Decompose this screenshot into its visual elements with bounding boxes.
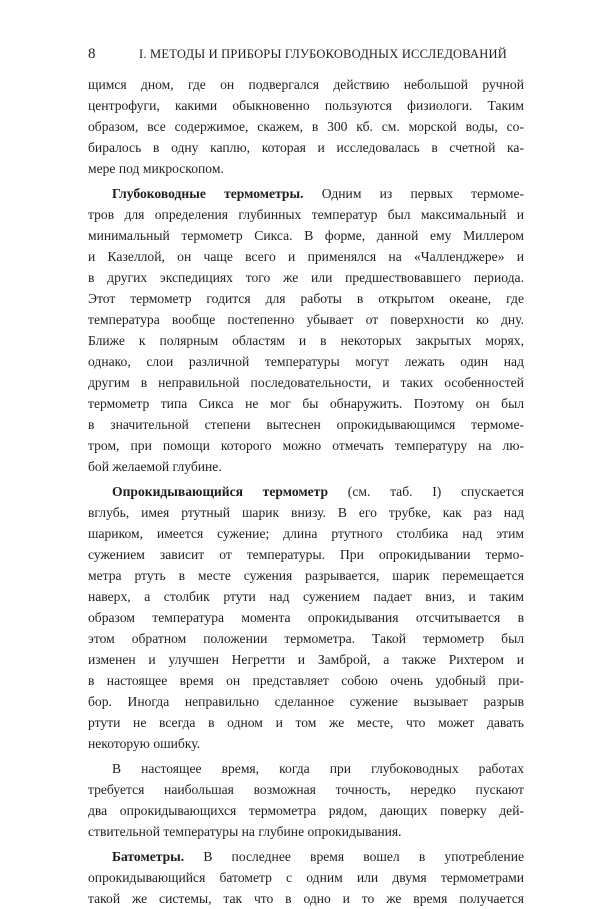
running-title: I. МЕТОДЫ И ПРИБОРЫ ГЛУБОКОВОДНЫХ ИССЛЕДОВАНИЙ xyxy=(139,47,507,61)
text-line: образом температура момента опрокидывания отсчитывается в xyxy=(88,610,524,625)
text-line: Ближе к полярным областям и в некоторых закрытых морях, xyxy=(88,333,524,348)
text-line: сужением зависит от температуры. При опрокидывании термо- xyxy=(88,547,524,562)
text-line: метра ртуть в месте сужения разрывается, шарик перемещается xyxy=(88,568,524,583)
text-line: Одним из первых термоме- xyxy=(321,186,524,201)
text-line: В настоящее время, когда при глубоководных работах xyxy=(112,761,524,776)
text-line: другим в неправильной последовательности, и таких особенностей xyxy=(88,375,524,390)
section-heading: Опрокидывающийся термометр xyxy=(112,484,329,499)
text-line: в значительной степени вытеснен опрокидывающимся термоме- xyxy=(88,417,524,432)
paragraph-first-line xyxy=(88,183,524,204)
text-line: центрофуги, какими обыкновенно пользуются физиологи. Таким xyxy=(88,98,524,113)
text-line: (см. таб. I) спускается xyxy=(347,484,524,499)
text-line: минимальный термометр Сикса. В форме, данной ему Миллером xyxy=(88,228,524,243)
text-line: этом обратном положении термометра. Такой термометр был xyxy=(88,631,524,646)
text-line: такой же системы, так что в одно и то же время получается xyxy=(88,891,524,906)
text-line: и Казеллой, он чаще всего и применялся на «Чалленджере» и xyxy=(88,249,524,264)
text-line: щимся дном, где он подвергался действию небольшой ручной xyxy=(88,77,524,92)
running-header xyxy=(88,44,528,64)
text-line: в настоящее время он представляет собою очень удобный при- xyxy=(88,673,524,688)
page-number: 8 xyxy=(88,46,96,62)
text-line: температура вообще постепенно убывает от поверхности ко дну. xyxy=(88,312,524,327)
text-line: изменен и улучшен Негретти и Замброй, а также Рихтером и xyxy=(88,652,524,667)
text-line: термометр типа Сикса не мог бы обнаружить. Поэтому он был xyxy=(88,396,524,411)
section-heading: Батометры. xyxy=(112,849,185,864)
text-line: образом, все содержимое, скажем, в 300 кб. см. морской воды, со- xyxy=(88,119,524,134)
text-line: бор. Иногда неправильно сделанное сужение вызывает разрыв xyxy=(88,694,524,709)
text-line: требуется наибольшая возможная точность, нередко пускают xyxy=(88,782,524,797)
text-line: шариком, имеется сужение; длина ртутного столбика над этим xyxy=(88,526,524,541)
text-line: Этот термометр годится для работы в открытом океане, где xyxy=(88,291,524,306)
text-line: вглубь, имея ртутный шарик внизу. В его трубке, как раз над xyxy=(88,505,524,520)
text-line: опрокидывающийся батометр с одним или двумя термометрами xyxy=(88,870,524,885)
text-line: ртути не всегда в одном и том же месте, что может давать xyxy=(88,715,524,730)
text-line: в других экспедициях того же или предшествовавшего периода. xyxy=(88,270,524,285)
text-line: бой желаемой глубине. xyxy=(88,459,222,474)
text-line: тров для определения глубинных температур был максимальный и xyxy=(88,207,524,222)
section-heading: Глубоководные термометры. xyxy=(112,186,304,201)
text-line: В последнее время вошел в употребление xyxy=(203,849,524,864)
text-line: мере под микроскопом. xyxy=(88,161,224,176)
text-line: тром, при помощи которого можно отмечать температуру на лю- xyxy=(88,438,524,453)
text-line: однако, слои различной температуры могут лежать один над xyxy=(88,354,524,369)
text-line: биралось в одну каплю, которая и исследовалась в счетной ка- xyxy=(88,140,524,155)
text-line: наверх, а столбик ртути над сужением падает вниз, и таким xyxy=(88,589,524,604)
paragraph-first-line xyxy=(88,481,524,502)
text-line: некоторую ошибку. xyxy=(88,736,201,751)
text-line: ствительной температуры на глубине опрокидывания. xyxy=(88,824,402,839)
text-line: два опрокидывающихся термометра рядом, дающих поверку дей- xyxy=(88,803,524,818)
body-text xyxy=(88,74,524,909)
paragraph-first-line xyxy=(88,846,524,867)
